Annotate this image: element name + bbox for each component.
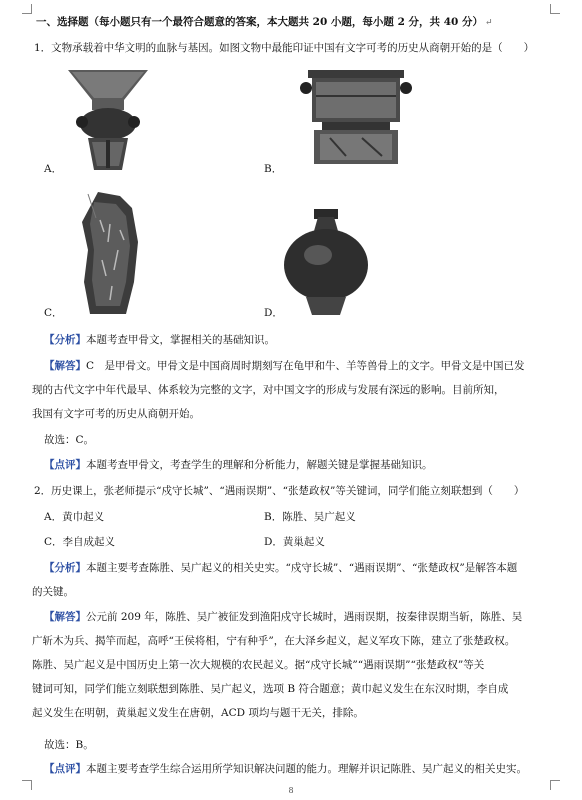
question-2-option-d: D．黄巢起义: [264, 536, 325, 548]
question-1-choice: 故选：C。: [44, 434, 95, 446]
question-2-option-b: B．陈胜、吴广起义: [264, 511, 356, 523]
question-1-comment: 【点评】本题考查甲骨文，考查学生的理解和分析能力，解题关键是掌握基础知识。: [44, 459, 433, 471]
artifact-bronze-gui-image: [300, 68, 412, 168]
question-1-analysis: 【分析】本题考查甲骨文，掌握相关的基础知识。: [44, 334, 275, 346]
question-1-option-b: B．: [264, 163, 283, 175]
page-corner-mark: [550, 4, 560, 14]
question-1-option-c: C．: [44, 307, 63, 319]
question-1-stem: 1．文物承载着中华文明的血脉与基因。如图文物中最能印证中国有文字可考的历史从商朝开始的是（ ）: [34, 42, 535, 54]
question-2-option-a: A．黄巾起义: [44, 511, 105, 523]
section-header: 一、选择题（每小题只有一个最符合题意的答案，本大题共 20 小题，每小题 2 分，共 40 分） ↵: [36, 16, 493, 28]
question-1-option-d: D．: [264, 307, 283, 319]
question-2-stem: 2．历史课上，张老师提示“戍守长城”、“遇雨误期”、“张楚政权”等关键词，同学们能立刻联想到（ ）: [34, 485, 525, 497]
artifact-bronze-zun-image: [62, 66, 154, 176]
page-corner-mark: [22, 4, 32, 14]
question-2-answer: 【解答】公元前 209 年，陈胜、吴广被征发到渔阳戍守长城时，遇雨误期，按秦律误期当斩，陈胜、吴 广斩木为兵、揭竿而起，高呼“王侯将相，宁有种乎”，在大泽乡起义，起义军攻下陈，建立了张楚政权。 陈胜、吴广起义是中国历史上第一次大规模的农民起义。据“戍守长城”“遇雨误期”“张楚政权”等关 键词可知，同学们能立刻联想到陈胜、吴广起义，选项 B 符合题意；黄巾起义发生在东汉时期，李自成 起义发生在明朝，黄巢起义发生在唐朝，ACD 项均与题干无关，排除。: [32, 611, 523, 719]
question-1-answer: 【解答】C 是甲骨文。甲骨文是中国商周时期刻写在龟甲和牛、羊等兽骨上的文字。甲骨文是中国已发 现的古代文字中年代最早、体系较为完整的文字，对中国文字的形成与发展有深远的影响。目前所知， 我国有文字可考的历史从商朝开始。: [32, 360, 525, 420]
question-2-analysis: 【分析】本题主要考查陈胜、吴广起义的相关史实。“戍守长城”、“遇雨误期”、“张楚政权”是解答本题 的关键。: [32, 562, 518, 598]
artifact-ceramic-jar-image: [280, 207, 372, 317]
page-number: 8: [288, 786, 294, 795]
question-2-choice: 故选：B。: [44, 739, 94, 751]
artifact-oracle-bone-image: [80, 190, 142, 318]
question-1-option-a: A．: [44, 163, 63, 175]
question-2-option-c: C．李自成起义: [44, 536, 116, 548]
question-2-comment: 【点评】本题主要考查学生综合运用所学知识解决问题的能力。理解并识记陈胜、吴广起义的相关史实。: [44, 763, 527, 775]
